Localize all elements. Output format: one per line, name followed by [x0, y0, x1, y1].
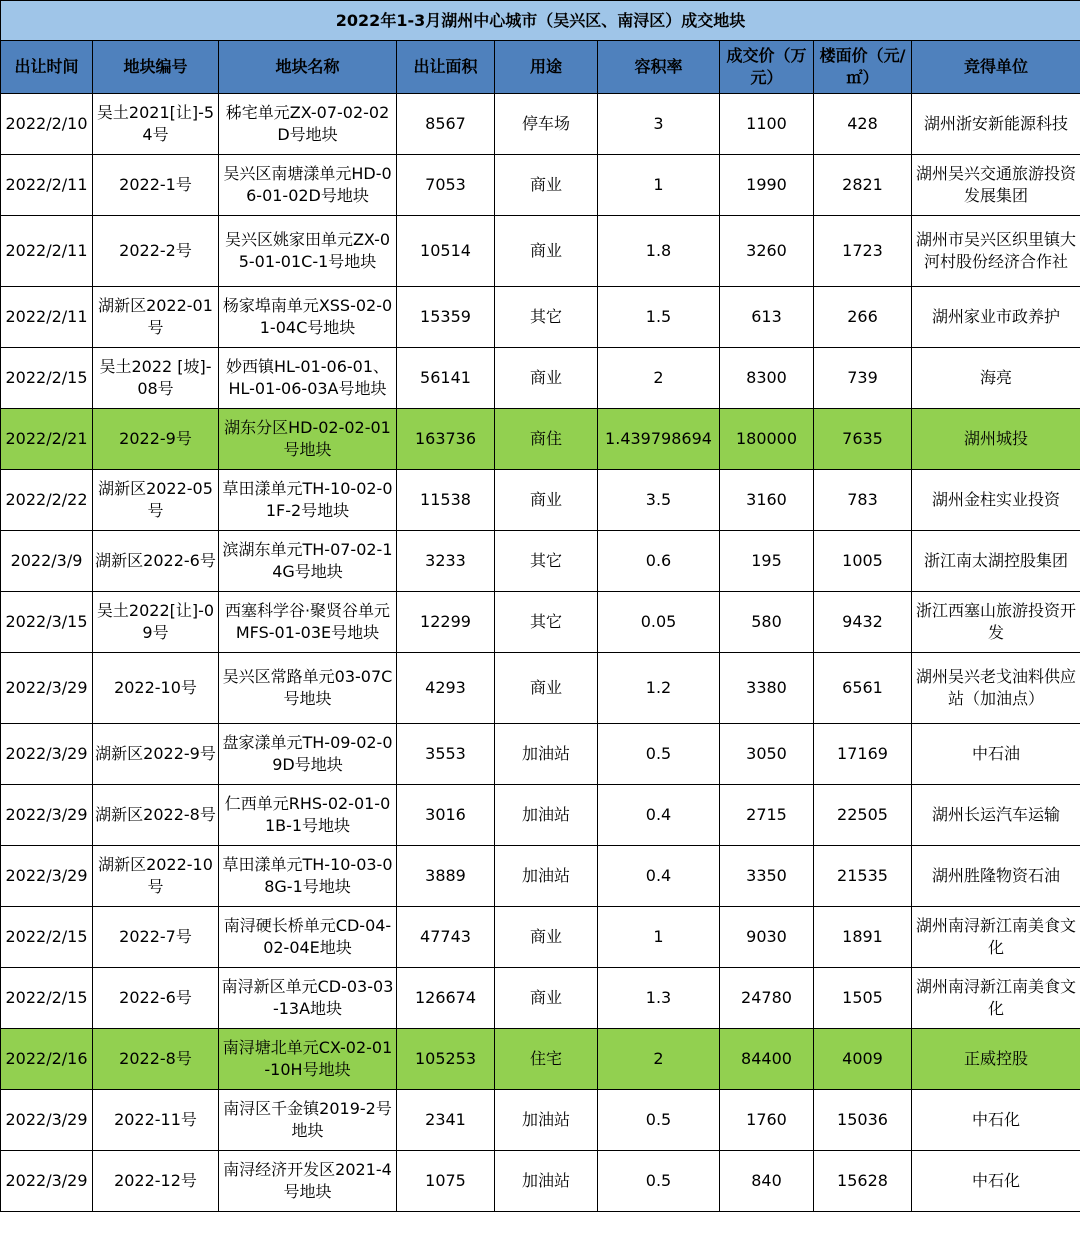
- cell-area: 10514: [397, 216, 495, 287]
- header-winner: 竞得单位: [912, 41, 1080, 94]
- cell-date: 2022/3/9: [1, 531, 93, 592]
- cell-date: 2022/2/15: [1, 907, 93, 968]
- cell-use: 其它: [495, 592, 598, 653]
- cell-area: 47743: [397, 907, 495, 968]
- cell-code: 2022-12号: [93, 1151, 219, 1212]
- cell-winner: 湖州吴兴交通旅游投资发展集团: [912, 155, 1080, 216]
- cell-far: 0.4: [598, 785, 720, 846]
- cell-price: 3260: [720, 216, 814, 287]
- cell-winner: 浙江西塞山旅游投资开发: [912, 592, 1080, 653]
- cell-winner: 湖州吴兴老戈油料供应站（加油点）: [912, 653, 1080, 724]
- cell-name: 南浔新区单元CD-03-03-13A地块: [219, 968, 397, 1029]
- table-row: [1, 592, 1080, 653]
- cell-area: 3233: [397, 531, 495, 592]
- cell-date: 2022/3/29: [1, 724, 93, 785]
- cell-area: 105253: [397, 1029, 495, 1090]
- cell-code: 湖新区2022-8号: [93, 785, 219, 846]
- cell-floor-price: 1723: [814, 216, 912, 287]
- cell-area: 126674: [397, 968, 495, 1029]
- cell-far: 1.8: [598, 216, 720, 287]
- header-date: 出让时间: [1, 41, 93, 94]
- cell-code: 2022-1号: [93, 155, 219, 216]
- cell-area: 163736: [397, 409, 495, 470]
- cell-floor-price: 15628: [814, 1151, 912, 1212]
- table-row: [1, 470, 1080, 531]
- cell-price: 3380: [720, 653, 814, 724]
- cell-name: 盘家漾单元TH-09-02-09D号地块: [219, 724, 397, 785]
- table-row: [1, 907, 1080, 968]
- cell-price: 3050: [720, 724, 814, 785]
- cell-date: 2022/2/11: [1, 155, 93, 216]
- cell-price: 580: [720, 592, 814, 653]
- cell-floor-price: 1891: [814, 907, 912, 968]
- cell-name: 滨湖东单元TH-07-02-14G号地块: [219, 531, 397, 592]
- cell-name: 湖东分区HD-02-02-01号地块: [219, 409, 397, 470]
- cell-date: 2022/2/15: [1, 348, 93, 409]
- cell-area: 3889: [397, 846, 495, 907]
- cell-date: 2022/2/11: [1, 287, 93, 348]
- header-price: 成交价（万元）: [720, 41, 814, 94]
- cell-area: 1075: [397, 1151, 495, 1212]
- table-row: [1, 968, 1080, 1029]
- cell-floor-price: 1005: [814, 531, 912, 592]
- cell-floor-price: 1505: [814, 968, 912, 1029]
- cell-far: 1.439798694: [598, 409, 720, 470]
- cell-code: 湖新区2022-05号: [93, 470, 219, 531]
- cell-name: 南浔硬长桥单元CD-04-02-04E地块: [219, 907, 397, 968]
- cell-use: 加油站: [495, 1090, 598, 1151]
- cell-far: 1: [598, 155, 720, 216]
- header-code: 地块编号: [93, 41, 219, 94]
- table-row: [1, 409, 1080, 470]
- cell-winner: 中石油: [912, 724, 1080, 785]
- cell-use: 商业: [495, 470, 598, 531]
- cell-winner: 湖州金柱实业投资: [912, 470, 1080, 531]
- cell-winner: 湖州长运汽车运输: [912, 785, 1080, 846]
- table-row: [1, 653, 1080, 724]
- cell-use: 加油站: [495, 1151, 598, 1212]
- cell-floor-price: 6561: [814, 653, 912, 724]
- cell-floor-price: 17169: [814, 724, 912, 785]
- cell-name: 草田漾单元TH-10-03-08G-1号地块: [219, 846, 397, 907]
- cell-price: 840: [720, 1151, 814, 1212]
- cell-floor-price: 428: [814, 94, 912, 155]
- cell-area: 3553: [397, 724, 495, 785]
- cell-winner: 正威控股: [912, 1029, 1080, 1090]
- table-row: [1, 94, 1080, 155]
- cell-name: 草田漾单元TH-10-02-01F-2号地块: [219, 470, 397, 531]
- cell-winner: 湖州浙安新能源科技: [912, 94, 1080, 155]
- cell-use: 商业: [495, 653, 598, 724]
- cell-price: 195: [720, 531, 814, 592]
- cell-use: 加油站: [495, 846, 598, 907]
- cell-far: 3.5: [598, 470, 720, 531]
- header-area: 出让面积: [397, 41, 495, 94]
- cell-area: 7053: [397, 155, 495, 216]
- cell-far: 0.4: [598, 846, 720, 907]
- cell-use: 加油站: [495, 724, 598, 785]
- cell-date: 2022/3/29: [1, 785, 93, 846]
- cell-date: 2022/3/29: [1, 846, 93, 907]
- cell-far: 1: [598, 907, 720, 968]
- cell-code: 湖新区2022-01号: [93, 287, 219, 348]
- cell-area: 4293: [397, 653, 495, 724]
- cell-date: 2022/3/29: [1, 1151, 93, 1212]
- cell-price: 613: [720, 287, 814, 348]
- table-row: [1, 1151, 1080, 1212]
- cell-price: 9030: [720, 907, 814, 968]
- cell-name: 吴兴区姚家田单元ZX-05-01-01C-1号地块: [219, 216, 397, 287]
- cell-price: 180000: [720, 409, 814, 470]
- cell-winner: 海亮: [912, 348, 1080, 409]
- table-row: [1, 348, 1080, 409]
- cell-area: 56141: [397, 348, 495, 409]
- cell-far: 0.5: [598, 1151, 720, 1212]
- table-row: [1, 155, 1080, 216]
- cell-date: 2022/3/29: [1, 653, 93, 724]
- cell-winner: 湖州家业市政养护: [912, 287, 1080, 348]
- cell-name: 南浔塘北单元CX-02-01-10H号地块: [219, 1029, 397, 1090]
- cell-floor-price: 4009: [814, 1029, 912, 1090]
- cell-far: 0.05: [598, 592, 720, 653]
- cell-price: 1990: [720, 155, 814, 216]
- cell-code: 吴土2022[让]-09号: [93, 592, 219, 653]
- cell-code: 2022-8号: [93, 1029, 219, 1090]
- cell-area: 11538: [397, 470, 495, 531]
- cell-code: 2022-2号: [93, 216, 219, 287]
- cell-name: 仁西单元RHS-02-01-01B-1号地块: [219, 785, 397, 846]
- cell-code: 2022-11号: [93, 1090, 219, 1151]
- title-row: [1, 1, 1080, 41]
- table-row: [1, 1029, 1080, 1090]
- cell-floor-price: 7635: [814, 409, 912, 470]
- cell-use: 商业: [495, 968, 598, 1029]
- cell-price: 24780: [720, 968, 814, 1029]
- cell-floor-price: 2821: [814, 155, 912, 216]
- cell-name: 吴兴区常路单元03-07C号地块: [219, 653, 397, 724]
- cell-winner: 浙江南太湖控股集团: [912, 531, 1080, 592]
- cell-name: 妙西镇HL-01-06-01、HL-01-06-03A号地块: [219, 348, 397, 409]
- cell-use: 商业: [495, 348, 598, 409]
- cell-use: 其它: [495, 287, 598, 348]
- cell-price: 84400: [720, 1029, 814, 1090]
- cell-floor-price: 22505: [814, 785, 912, 846]
- table-row: [1, 216, 1080, 287]
- cell-price: 8300: [720, 348, 814, 409]
- cell-code: 吴土2022 [坡]-08号: [93, 348, 219, 409]
- cell-name: 吴兴区南塘漾单元HD-06-01-02D号地块: [219, 155, 397, 216]
- cell-far: 2: [598, 1029, 720, 1090]
- cell-code: 湖新区2022-6号: [93, 531, 219, 592]
- table-title: 2022年1-3月湖州中心城市（吴兴区、南浔区）成交地块: [1, 1, 1080, 41]
- table-row: [1, 785, 1080, 846]
- cell-use: 停车场: [495, 94, 598, 155]
- cell-price: 1100: [720, 94, 814, 155]
- cell-price: 1760: [720, 1090, 814, 1151]
- cell-name: 南浔经济开发区2021-4号地块: [219, 1151, 397, 1212]
- cell-name: 杨家埠南单元XSS-02-01-04C号地块: [219, 287, 397, 348]
- cell-winner: 中石化: [912, 1151, 1080, 1212]
- cell-floor-price: 266: [814, 287, 912, 348]
- cell-winner: 中石化: [912, 1090, 1080, 1151]
- table-row: [1, 724, 1080, 785]
- cell-use: 住宅: [495, 1029, 598, 1090]
- cell-area: 12299: [397, 592, 495, 653]
- table-row: [1, 287, 1080, 348]
- cell-floor-price: 783: [814, 470, 912, 531]
- cell-name: 秭宅单元ZX-07-02-02D号地块: [219, 94, 397, 155]
- cell-use: 商业: [495, 907, 598, 968]
- cell-date: 2022/3/15: [1, 592, 93, 653]
- cell-area: 8567: [397, 94, 495, 155]
- cell-date: 2022/2/22: [1, 470, 93, 531]
- table-row: [1, 846, 1080, 907]
- cell-date: 2022/2/10: [1, 94, 93, 155]
- cell-floor-price: 21535: [814, 846, 912, 907]
- header-far: 容积率: [598, 41, 720, 94]
- cell-winner: 湖州南浔新江南美食文化: [912, 968, 1080, 1029]
- cell-far: 3: [598, 94, 720, 155]
- cell-name: 南浔区千金镇2019-2号地块: [219, 1090, 397, 1151]
- cell-use: 商业: [495, 216, 598, 287]
- cell-floor-price: 9432: [814, 592, 912, 653]
- cell-code: 2022-6号: [93, 968, 219, 1029]
- cell-code: 2022-10号: [93, 653, 219, 724]
- cell-code: 2022-9号: [93, 409, 219, 470]
- header-floor-price: 楼面价（元/㎡）: [814, 41, 912, 94]
- cell-winner: 湖州市吴兴区织里镇大河村股份经济合作社: [912, 216, 1080, 287]
- cell-code: 湖新区2022-9号: [93, 724, 219, 785]
- cell-far: 1.2: [598, 653, 720, 724]
- cell-area: 15359: [397, 287, 495, 348]
- cell-far: 0.6: [598, 531, 720, 592]
- cell-far: 2: [598, 348, 720, 409]
- cell-price: 2715: [720, 785, 814, 846]
- cell-area: 2341: [397, 1090, 495, 1151]
- header-name: 地块名称: [219, 41, 397, 94]
- cell-far: 1.5: [598, 287, 720, 348]
- cell-date: 2022/2/15: [1, 968, 93, 1029]
- header-use: 用途: [495, 41, 598, 94]
- cell-winner: 湖州南浔新江南美食文化: [912, 907, 1080, 968]
- cell-name: 西塞科学谷·聚贤谷单元MFS-01-03E号地块: [219, 592, 397, 653]
- cell-far: 1.3: [598, 968, 720, 1029]
- cell-price: 3160: [720, 470, 814, 531]
- cell-price: 3350: [720, 846, 814, 907]
- table-row: [1, 531, 1080, 592]
- cell-use: 其它: [495, 531, 598, 592]
- cell-far: 0.5: [598, 724, 720, 785]
- cell-date: 2022/3/29: [1, 1090, 93, 1151]
- cell-use: 商住: [495, 409, 598, 470]
- cell-winner: 湖州城投: [912, 409, 1080, 470]
- header-row: [1, 41, 1080, 94]
- cell-date: 2022/2/11: [1, 216, 93, 287]
- table-row: [1, 1090, 1080, 1151]
- cell-code: 吴土2021[让]-54号: [93, 94, 219, 155]
- cell-far: 0.5: [598, 1090, 720, 1151]
- cell-use: 加油站: [495, 785, 598, 846]
- cell-area: 3016: [397, 785, 495, 846]
- cell-date: 2022/2/21: [1, 409, 93, 470]
- cell-date: 2022/2/16: [1, 1029, 93, 1090]
- cell-use: 商业: [495, 155, 598, 216]
- cell-code: 湖新区2022-10号: [93, 846, 219, 907]
- cell-floor-price: 15036: [814, 1090, 912, 1151]
- cell-floor-price: 739: [814, 348, 912, 409]
- cell-code: 2022-7号: [93, 907, 219, 968]
- cell-winner: 湖州胜隆物资石油: [912, 846, 1080, 907]
